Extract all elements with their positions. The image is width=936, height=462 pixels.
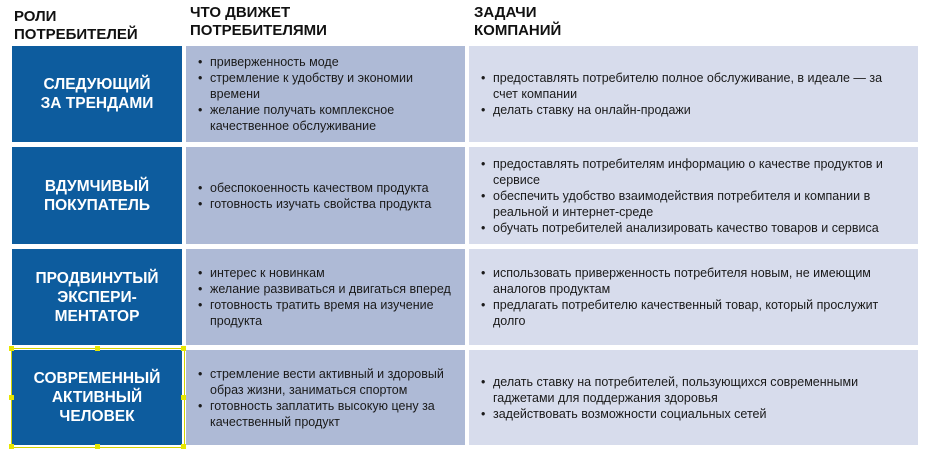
list-item: • предоставлять потребителям информацию о качестве продуктов и сервисе [481,156,910,188]
table-row [12,249,918,345]
role-cell [12,249,182,345]
role-title-line: ПРОДВИНУТЫЙ [35,269,159,287]
drivers-cell [186,147,465,244]
role-title-line: СЛЕДУЮЩИЙ [43,76,151,93]
role-title [44,177,150,215]
table-row [12,350,918,445]
list-item: • предлагать потребителю качественный товар, который прослужит долго [481,297,910,329]
role-title-line: МЕНТАТОР [54,307,140,325]
list-item: • стремление к удобству и экономии времени [198,70,457,102]
list-item: • интерес к новинкам [198,265,457,281]
header-line: РОЛИ [14,8,57,25]
drivers-cell [186,46,465,142]
list-item: • делать ставку на онлайн-продажи [481,102,910,118]
header-consumer-drivers [190,4,327,40]
list-item: • желание развиваться и двигаться вперед [198,281,457,297]
drivers-cell-list [186,366,465,430]
role-title-line: ПОКУПАТЕЛЬ [43,196,151,214]
drivers-cell-list [186,54,465,134]
role-title [35,269,158,326]
drivers-cell [186,350,465,445]
list-item: • обучать потребителей анализировать качество товаров и сервиса [481,220,910,236]
tasks-cell-list [469,265,918,329]
role-cell [12,46,182,142]
tasks-cell-list [469,374,918,422]
role-cell [12,147,182,244]
role-cell [12,350,182,445]
drivers-cell-list [186,180,439,212]
role-title-line: ЭКСПЕРИ- [57,288,137,306]
role-title-line: СОВРЕМЕННЫЙ [33,370,161,387]
role-title-line: ВДУМЧИВЫЙ [44,177,150,195]
table-row [12,46,918,142]
role-title-line: ЗА ТРЕНДАМИ [40,95,154,112]
tasks-cell [469,46,918,142]
tasks-cell [469,147,918,244]
table-row [12,147,918,244]
list-item: • обеспечить удобство взаимодействия потребителя и компании в реальной и интернет-среде [481,188,910,220]
tasks-cell [469,350,918,445]
header-line: ЗАДАЧИ [474,4,537,21]
list-item: • стремление вести активный и здоровый образ жизни, заниматься спортом [198,366,457,398]
list-item: • предоставлять потребителю полное обслуживание, в идеале — за счет компании [481,70,910,102]
list-item: • готовность тратить время на изучение продукта [198,297,457,329]
tasks-cell-list [469,156,918,236]
list-item: • готовность изучать свойства продукта [198,196,431,212]
role-title-line: ЧЕЛОВЕК [59,408,135,425]
header-consumer-roles [14,8,138,44]
tasks-cell-list [469,70,918,118]
list-item: • использовать приверженность потребителя новым, не имеющим аналогов продуктам [481,265,910,297]
tasks-cell [469,249,918,345]
list-item: • готовность заплатить высокую цену за качественный продукт [198,398,457,430]
list-item: • обеспокоенность качеством продукта [198,180,431,196]
header-line: ПОТРЕБИТЕЛЕЙ [14,26,138,43]
drivers-cell [186,249,465,345]
list-item: • делать ставку на потребителей, пользующихся современными гаджетами для поддержания здоровья [481,374,910,406]
role-title [34,369,161,426]
role-title-line: АКТИВНЫЙ [51,389,143,406]
header-line: КОМПАНИЙ [474,22,562,39]
role-title [41,75,154,113]
header-line: ПОТРЕБИТЕЛЯМИ [190,22,327,39]
header-company-tasks [474,4,561,40]
list-item: • желание получать комплексное качественное обслуживание [198,102,457,134]
list-item: • задействовать возможности социальных сетей [481,406,910,422]
header-line: ЧТО ДВИЖЕТ [190,4,291,21]
drivers-cell-list [186,265,465,329]
list-item: • приверженность моде [198,54,457,70]
